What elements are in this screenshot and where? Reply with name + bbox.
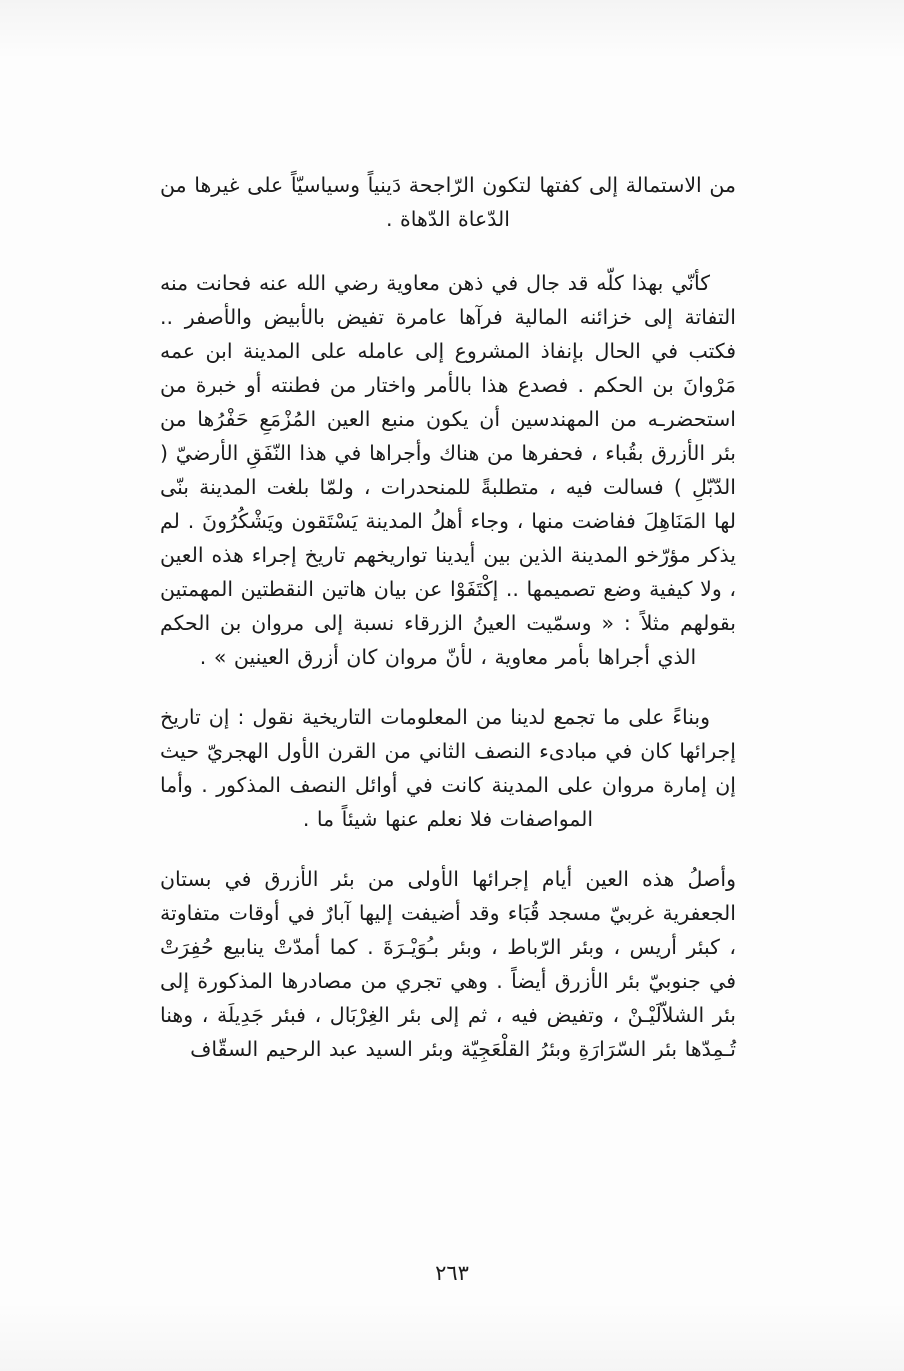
paragraph-3 [160,700,736,836]
paragraph-3-text: وبناءً على ما تجمع لدينا من المعلومات التاريخية نقول : إن تاريخ إجرائها كان في مبادىء النصف الثاني من القرن الأول الهجريّ حيث إن إمارة مروان على المدينة كانت في أوائل النصف المذكور . وأما المواصفات فلا نعلم عنها شيئاً ما . [160,705,736,831]
scan-shading-bottom [0,1301,904,1371]
scan-shading-top [0,0,904,60]
paragraph-1-text: من الاستمالة إلى كفتها لتكون الرّاجحة دَينياً وسياسيّاً على غيرها من الدّعاة الدّهاة . [160,173,736,231]
paragraph-2-text: كأنّي بهذا كلّه قد جال في ذهن معاوية رضي الله عنه فحانت منه التفاتة إلى خزائنه المالية فرآها عامرة تفيض بالأبيض والأصفر .. فكتب في الحال بإنفاذ المشروع إلى عامله على المدينة ابن عمه مَرْوانَ بن الحكم . فصدع هذا بالأمر واختار من فطنته أو خبرة من استحضرـه من المهندسين أن يكون منبع العين المُزْمَعِ حَفْرُها من بئر الأزرق بقُباء ، فحفرها من هناك وأجراها في هذا النّفَقِ الأرضيّ ( الدّبّلِ ) فسالت فيه ، متطلبةً للمنحدرات ، ولمّا بلغت المدينة بنّى لها المَنَاهِلَ ففاضت منها ، وجاء أهلُ المدينة يَسْتَقون ويَشْكُرُونَ . لم يذكر مؤرّخو المدينة الذين بين أيدينا تواريخهم تاريخ إجراء هذه العين ، ولا كيفية وضع تصميمها .. إكْتَفَوْا عن بيان هاتين النقطتين المهمتين بقولهم مثلاً : « وسمّيت العينُ الزرقاء نسبة إلى مروان بن الحكم الذي أجراها بأمر معاوية ، لأنّ مروان كان أزرق العينين » . [160,271,736,669]
page-text-body [160,168,736,1251]
paragraph-4-text: وأصلُ هذه العين أيام إجرائها الأولى من بئر الأزرق في بستان الجعفرية غربيّ مسجد قُبَاء وقد أضيفت إليها آبارٌ في أوقات متفاوتة ، كبئر أريس ، وبئر الرّباط ، وبئر بـُوَيْـرَةَ . كما أمدّتْ ينابيع حُفِرَتْ في جنوبيّ بئر الأزرق أيضاً . وهي تجري من مصادرها المذكورة إلى بئر الشلاّلَيْـنْ ، وتفيض فيه ، ثم إلى بئر الغِرْبَال ، فبئر جَدِيلَة ، وهنا تُـمِدّها بئر السّرَارَةِ وبئرُ القلْعَجِيّة وبئر السيد عبد الرحيم السقّاف [160,867,736,1061]
paragraph-2 [160,266,736,674]
paragraph-4 [160,862,736,1066]
page-number: ٢٦٣ [435,1261,469,1285]
paragraph-1 [160,168,736,236]
